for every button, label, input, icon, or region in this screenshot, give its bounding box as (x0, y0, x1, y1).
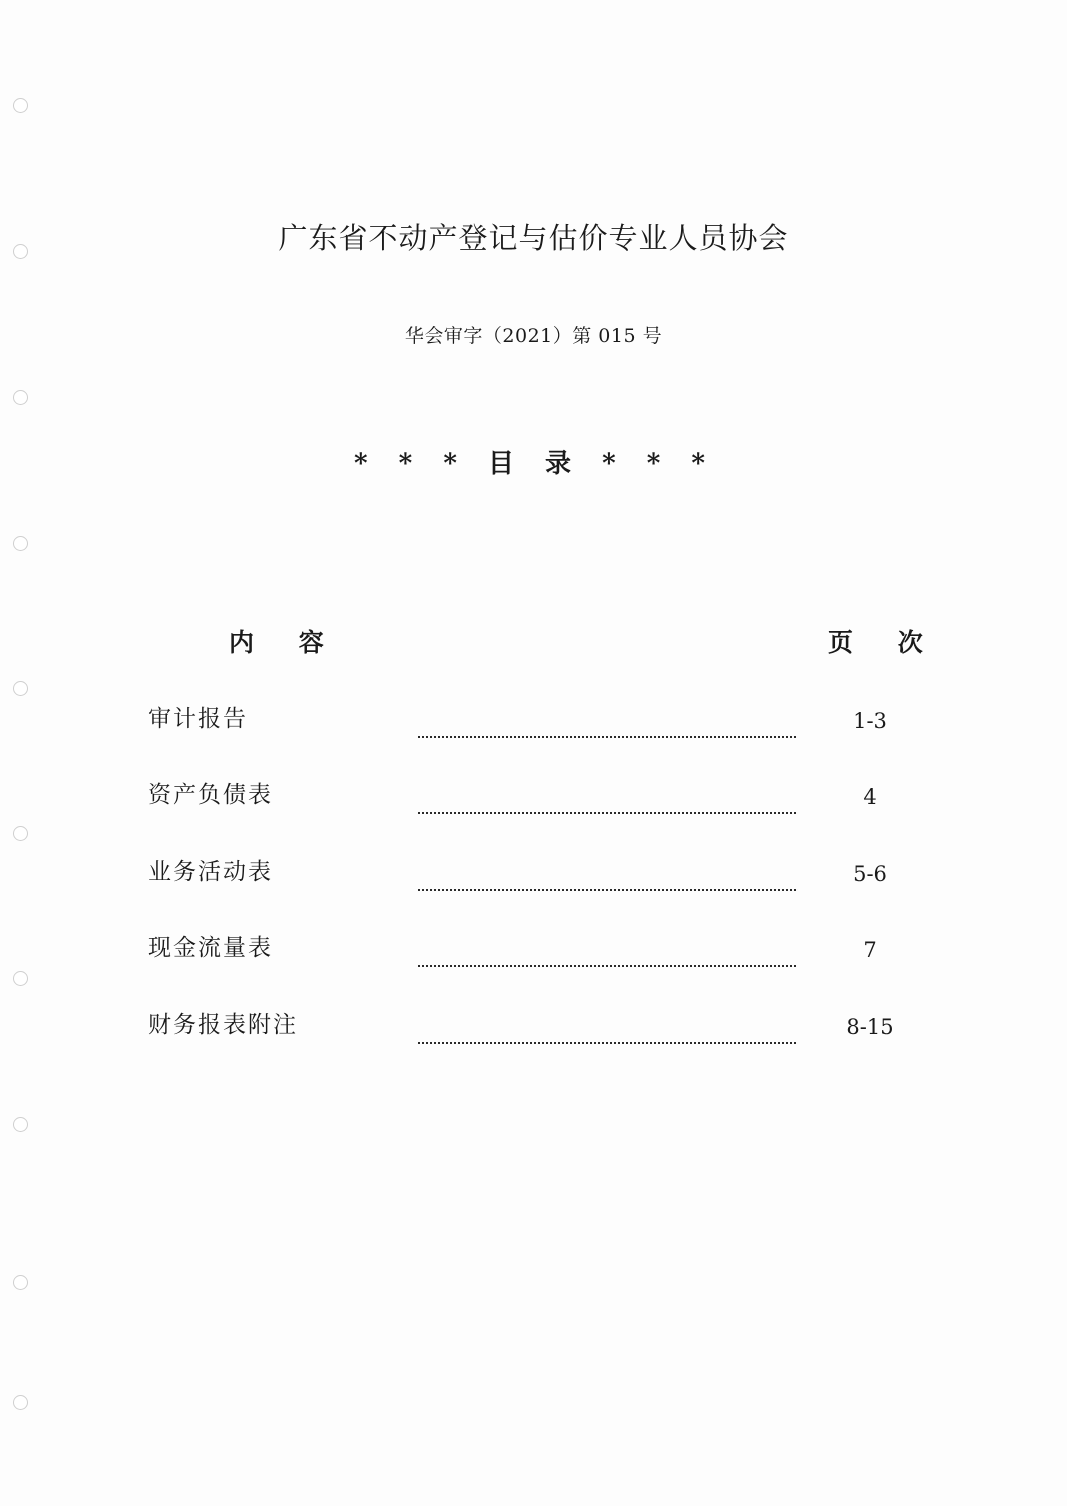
toc-item-pages: 8-15 (846, 1015, 894, 1039)
toc-heading: * * * 目 录 * * * (354, 449, 713, 479)
dot-leader (418, 859, 796, 891)
organization-title: 广东省不动产登记与估价专业人员协会 (278, 221, 789, 255)
toc-item-label: 财务报表附注 (148, 1012, 298, 1038)
binding-hole (13, 98, 28, 113)
binding-hole (13, 1117, 28, 1132)
toc-item-pages: 1-3 (853, 709, 887, 733)
toc-item-pages: 4 (863, 785, 877, 809)
toc-row (0, 778, 1067, 818)
dot-leader (418, 782, 796, 814)
toc-item-label: 现金流量表 (148, 935, 273, 961)
toc-row (0, 702, 1067, 742)
binding-hole (13, 390, 28, 405)
toc-item-pages: 5-6 (853, 862, 887, 886)
toc-item-pages: 7 (863, 938, 877, 962)
dot-leader (418, 706, 796, 738)
toc-row (0, 1008, 1067, 1048)
binding-hole (13, 1275, 28, 1290)
toc-item-label: 业务活动表 (148, 859, 273, 885)
binding-hole (13, 826, 28, 841)
dot-leader (418, 935, 796, 967)
toc-item-label: 资产负债表 (148, 782, 273, 808)
report-number: 华会审字（2021）第 015 号 (404, 325, 663, 347)
toc-item-label: 审计报告 (148, 706, 248, 732)
binding-hole (13, 536, 28, 551)
binding-hole (13, 681, 28, 696)
toc-row (0, 931, 1067, 971)
dot-leader (418, 1012, 796, 1044)
binding-hole (13, 971, 28, 986)
toc-row (0, 855, 1067, 895)
column-header-content: 内 容 (229, 628, 342, 657)
binding-hole (13, 1395, 28, 1410)
column-header-page: 页 次 (828, 628, 941, 657)
